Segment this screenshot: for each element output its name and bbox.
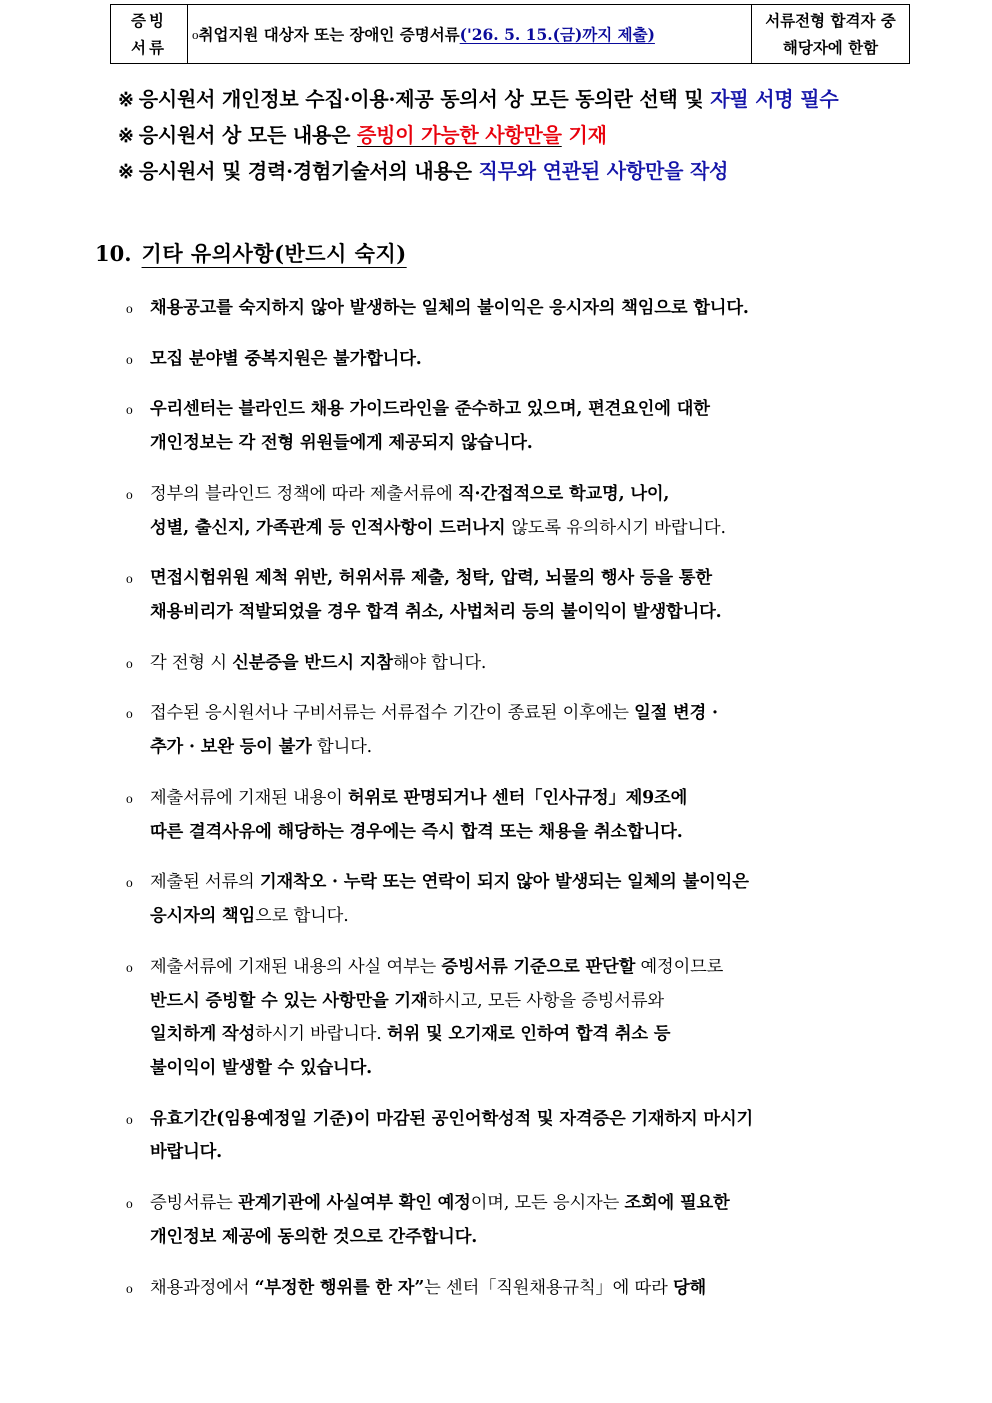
note-emphasis: 반드시 증빙할 수 있는 사항만을 기재 xyxy=(150,990,428,1011)
note-emphasis: 당해 xyxy=(672,1277,707,1298)
note-text: 제출된 서류의 xyxy=(150,872,260,893)
note-item xyxy=(120,478,992,545)
note-emphasis: 면접시험위원 제척 위반, 허위서류 제출, 청탁, 압력, 뇌물의 행사 등을 통한 xyxy=(150,568,712,589)
note-emphasis: 개인정보는 각 전형 위원들에게 제공되지 않습니다. xyxy=(150,433,533,454)
note-text: 하시기 바랍니다. xyxy=(255,1024,387,1045)
note-line xyxy=(150,562,992,596)
note-emphasis: 바랍니다. xyxy=(150,1142,223,1163)
reference-mark-icon: ※ xyxy=(118,124,134,147)
bullet-marker-icon: o xyxy=(192,26,199,42)
note-text: 예정이므로 xyxy=(635,956,724,977)
note-text: 증빙서류는 xyxy=(150,1193,239,1214)
note-line xyxy=(150,596,992,630)
reference-mark-icon: ※ xyxy=(118,160,134,183)
note-text: 제출서류에 기재된 내용의 사실 여부는 xyxy=(150,956,442,977)
note-line xyxy=(150,1187,992,1221)
submission-deadline: ('26. 5. 15.(금)까지 제출) xyxy=(459,24,655,44)
note-line xyxy=(150,1052,992,1086)
table-cell-description xyxy=(188,5,752,64)
note-line xyxy=(150,900,992,934)
note-line xyxy=(150,816,992,850)
note-emphasis: 성별, 출신지, 가족관계 등 인적사항이 드러나지 xyxy=(150,517,512,538)
note-emphasis: 불이익이 발생할 수 있습니다. xyxy=(150,1057,372,1078)
notice-2-emphasis-underlined: 증빙이 가능한 사항만을 xyxy=(357,122,562,147)
notice-item-1 xyxy=(118,82,978,118)
note-text: 채용과정에서 xyxy=(150,1277,255,1298)
table-cell-category xyxy=(111,5,188,64)
notice-1-emphasis: 자필 서명 필수 xyxy=(710,87,839,111)
note-line xyxy=(150,647,992,681)
note-emphasis: “부정한 행위를 한 자” xyxy=(254,1277,425,1298)
note-item xyxy=(120,292,992,326)
notice-3-emphasis: 직무와 연관된 사항만을 작성 xyxy=(478,158,729,183)
note-emphasis: 증빙서류 기준으로 판단할 xyxy=(441,956,636,977)
note-item xyxy=(120,343,992,377)
note-emphasis: 일치하게 작성 xyxy=(150,1024,256,1045)
note-line xyxy=(150,1221,992,1255)
notice-3-plain: 응시원서 및 경력·경험기술서의 내용은 xyxy=(138,158,479,183)
note-line xyxy=(150,951,992,985)
notice-2-emphasis: 기재 xyxy=(561,122,607,147)
note-line xyxy=(150,343,992,377)
section-number: 10. xyxy=(95,241,132,266)
note-line xyxy=(150,1272,992,1306)
note-line xyxy=(150,697,992,731)
note-item xyxy=(120,393,992,460)
notice-1-plain: 응시원서 개인정보 수집·이용·제공 동의서 상 모든 동의란 선택 및 xyxy=(138,87,711,111)
reference-mark-icon: ※ xyxy=(118,89,134,111)
note-item xyxy=(120,562,992,629)
note-emphasis: 신분증을 반드시 지참 xyxy=(232,652,393,673)
note-item xyxy=(120,647,992,681)
note-emphasis: 우리센터는 블라인드 채용 가이드라인을 준수하고 있으며, 편견요인에 대한 xyxy=(150,399,710,420)
note-emphasis: 유효기간(임용예정일 기준)이 마감된 공인어학성적 및 자격증은 기재하지 마시기 xyxy=(150,1108,754,1129)
notice-list xyxy=(118,82,978,189)
section-title: 기타 유의사항(반드시 숙지) xyxy=(141,241,407,266)
category-label-line2: 서류 xyxy=(131,38,167,58)
note-emphasis: 따른 결격사유에 해당하는 경우에는 즉시 합격 또는 채용을 취소합니다. xyxy=(150,821,683,842)
notice-2-plain: 응시원서 상 모든 내용은 xyxy=(138,122,357,147)
note-emphasis: 응시자의 책임 xyxy=(150,906,256,927)
note-line xyxy=(150,866,992,900)
note-emphasis: 개인정보 제공에 동의한 것으로 간주합니다. xyxy=(150,1226,478,1247)
note-line xyxy=(150,782,992,816)
note-text: 는 센터「직원채용규칙」에 따라 xyxy=(424,1277,673,1298)
table-row xyxy=(111,5,910,64)
note-text: 제출서류에 기재된 내용이 xyxy=(150,787,349,808)
note-line xyxy=(150,1103,992,1137)
note-item xyxy=(120,782,992,849)
note-line xyxy=(150,292,992,326)
note-item xyxy=(120,951,992,1086)
note-line xyxy=(150,393,992,427)
remark-line1: 서류전형 합격자 중 xyxy=(765,11,896,30)
note-emphasis: 직·간접적으로 학교명, 나이, xyxy=(457,483,670,504)
note-emphasis: 조회에 필요한 xyxy=(624,1193,730,1214)
notice-item-2 xyxy=(118,118,978,154)
note-line xyxy=(150,985,992,1019)
table-cell-remark xyxy=(752,5,910,64)
note-emphasis: 추가 · 보완 등이 불가 xyxy=(150,737,312,758)
category-label-line1: 증빙 xyxy=(131,11,167,30)
notice-item-3 xyxy=(118,154,978,190)
note-text: 해야 합니다. xyxy=(392,652,487,673)
note-item xyxy=(120,1272,992,1306)
note-text: 않도록 유의하시기 바랍니다. xyxy=(511,517,726,538)
note-line xyxy=(150,427,992,461)
note-emphasis: 채용비리가 적발되었을 경우 합격 취소, 사법처리 등의 불이익이 발생합니다. xyxy=(150,602,722,623)
note-emphasis: 일절 변경 · xyxy=(634,703,718,724)
description-text: 취업지원 대상자 또는 장애인 증명서류 xyxy=(198,24,460,44)
note-text: 정부의 블라인드 정책에 따라 제출서류에 xyxy=(150,483,458,504)
note-emphasis: 관계기관에 사실여부 확인 예정 xyxy=(238,1193,471,1214)
note-line xyxy=(150,1018,992,1052)
note-text: 하시고, 모든 사항을 증빙서류와 xyxy=(427,990,664,1011)
notes-list xyxy=(120,292,992,1322)
remark-line2: 해당자에 한함 xyxy=(782,38,879,58)
note-item xyxy=(120,697,992,764)
note-emphasis: 허위 및 오기재로 인하여 합격 취소 등 xyxy=(386,1024,671,1045)
submission-document-table xyxy=(110,4,910,64)
note-text: 합니다. xyxy=(311,737,373,758)
note-emphasis: 기재착오 · 누락 또는 연락이 되지 않아 발생되는 일체의 불이익은 xyxy=(259,872,749,893)
note-item xyxy=(120,866,992,933)
note-text: 이며, 모든 응시자는 xyxy=(470,1193,625,1214)
note-text: 으로 합니다. xyxy=(255,906,349,927)
note-emphasis: 허위로 판명되거나 센터「인사규정」제9조에 xyxy=(348,787,688,808)
note-line xyxy=(150,1136,992,1170)
note-item xyxy=(120,1187,992,1254)
note-line xyxy=(150,731,992,765)
note-line xyxy=(150,512,992,546)
note-item xyxy=(120,1103,992,1170)
note-emphasis: 모집 분야별 중복지원은 불가합니다. xyxy=(150,348,422,369)
note-line xyxy=(150,478,992,512)
note-emphasis: 채용공고를 숙지하지 않아 발생하는 일체의 불이익은 응시자의 책임으로 합니다. xyxy=(150,298,749,318)
section-heading xyxy=(95,238,407,268)
note-text: 각 전형 시 xyxy=(150,652,233,673)
note-text: 접수된 응시원서나 구비서류는 서류접수 기간이 종료된 이후에는 xyxy=(150,703,635,724)
